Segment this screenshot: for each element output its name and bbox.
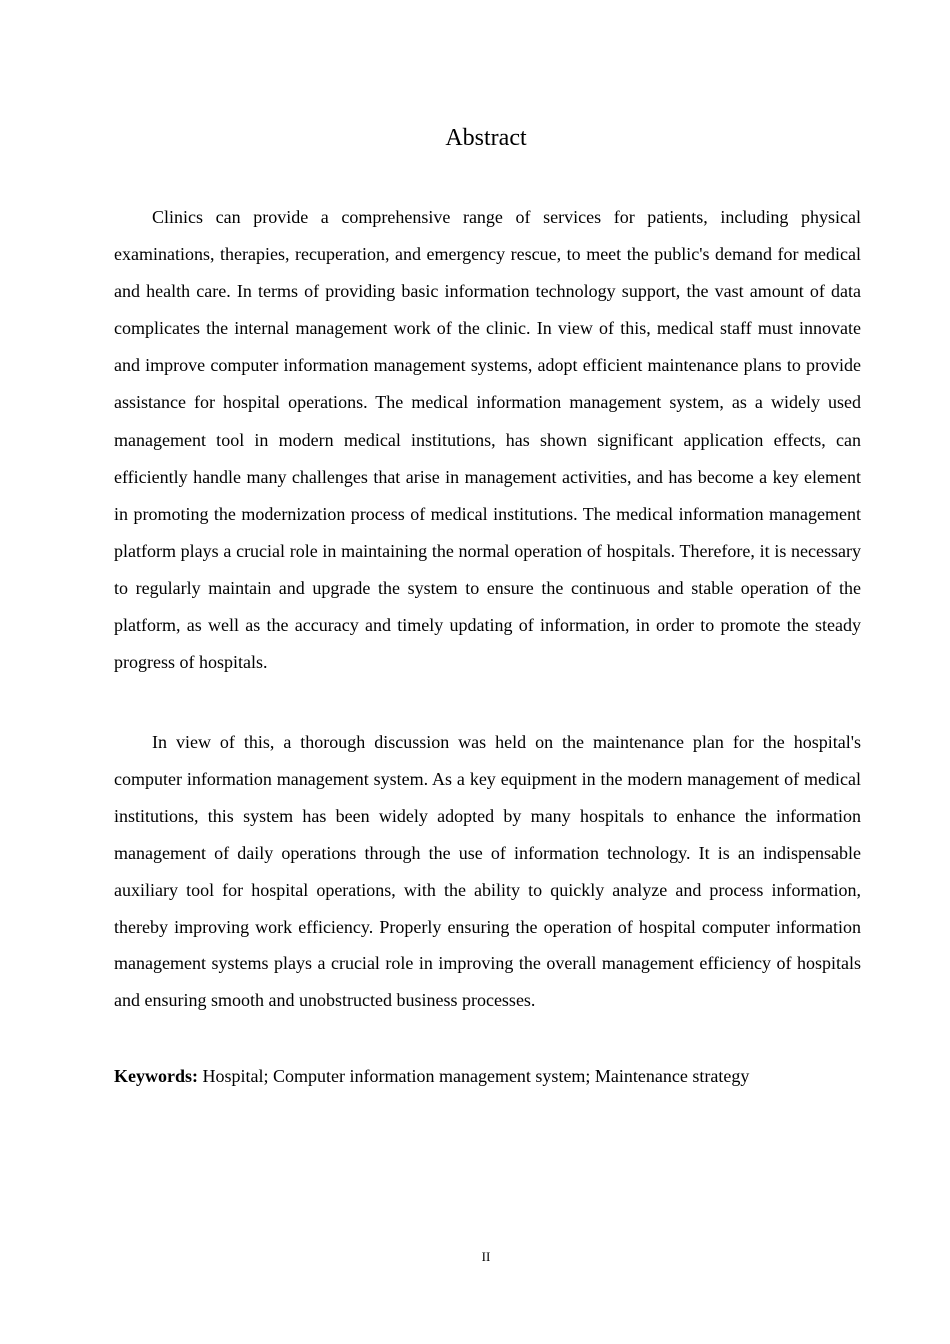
- abstract-paragraph-1: Clinics can provide a comprehensive range of services for patients, including physical examinations, therapies, recuperation, and emergency rescue, to meet the public's demand for medical and health care. In terms of providing basic information technology support, the vast amount of data complicates the internal management work of the clinic. In view of this, medical staff must innovate and improve computer information management systems, adopt efficient maintenance plans to provide assistance for hospital operations. The medical information management system, as a widely used management tool in modern medical institutions, has shown significant application effects, can efficiently handle many challenges that arise in management activities, and has become a key element in promoting the modernization process of medical institutions. The medical information management platform plays a crucial role in maintaining the normal operation of hospitals. Therefore, it is necessary to regularly maintain and upgrade the system to ensure the continuous and stable operation of the platform, as well as the accuracy and timely updating of information, in order to promote the steady progress of hospitals.: [114, 207, 861, 673]
- page-number: II: [481, 1249, 491, 1264]
- keywords-label: Keywords:: [114, 1066, 198, 1086]
- keywords-line: [114, 1064, 861, 1088]
- keywords-text: Hospital; Computer information management system; Maintenance strategy: [202, 1066, 750, 1086]
- abstract-paragraph-2: In view of this, a thorough discussion was held on the maintenance plan for the hospital's computer information management system. As a key equipment in the modern management of medical institutions, this system has been widely adopted by many hospitals to enhance the information management of daily operations through the use of information technology. It is an indispensable auxiliary tool for hospital operations, with the ability to quickly analyze and process information, thereby improving work efficiency. Properly ensuring the operation of hospital computer information management systems plays a crucial role in improving the overall management efficiency of hospitals and ensuring smooth and unobstructed business processes.: [114, 732, 861, 1011]
- abstract-title: Abstract: [445, 125, 527, 151]
